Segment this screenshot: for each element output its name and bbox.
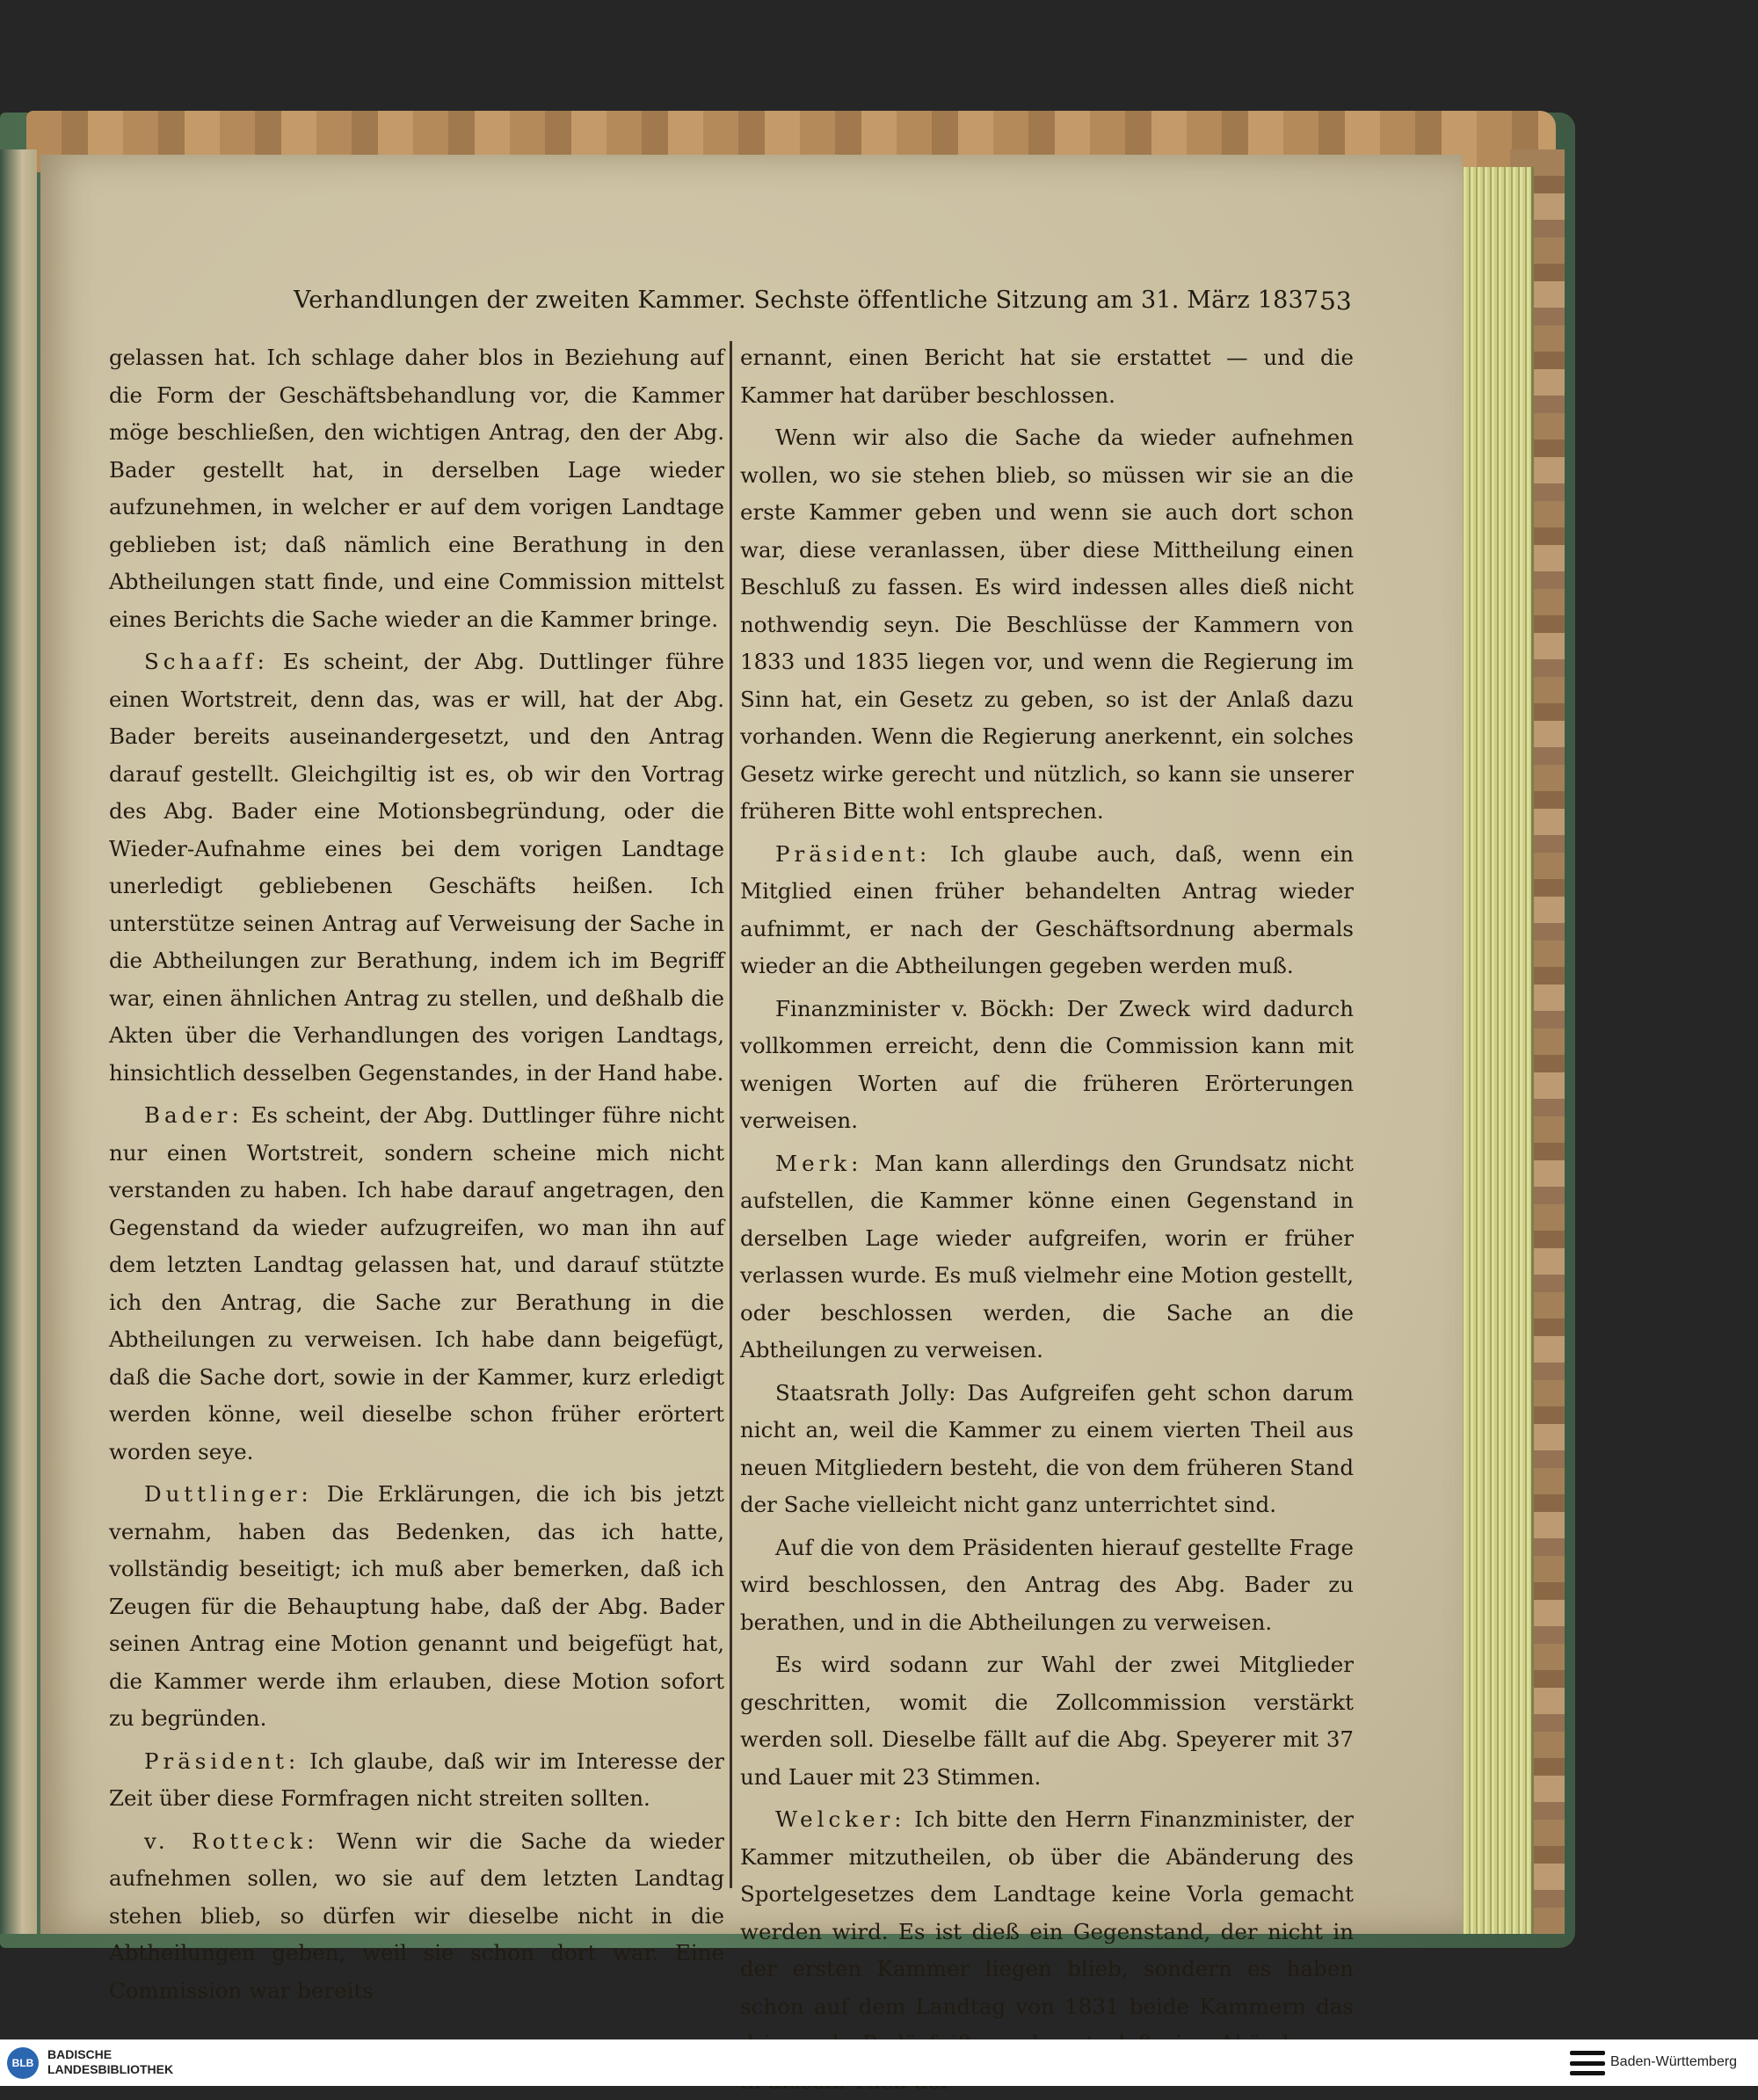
previous-page-sliver — [0, 149, 37, 1934]
institution-name-line: BADISCHE — [47, 2047, 113, 2061]
paragraph — [740, 1530, 1354, 1642]
paragraph — [740, 991, 1354, 1140]
paragraph-text: Wenn wir die Sache da wieder aufnehmen sollen, wo sie auf dem letzten Landtag stehen blieb, so dürfen wir dieselbe nicht in die Abtheilungen geben, weil sie schon dort war. Eine Commission war bereits — [109, 1828, 724, 2003]
right-column — [740, 339, 1354, 2019]
paragraph — [109, 1823, 724, 2010]
institution-name-line: LANDESBIBLIOTHEK — [47, 2062, 174, 2076]
state-name[interactable]: Baden-Württemberg — [1610, 2054, 1738, 2069]
paragraph — [740, 1375, 1354, 1524]
speaker-name: Präsident: — [775, 840, 932, 867]
paragraph-text: Es wird sodann zur Wahl der zwei Mitglieder geschritten, womit die Zollcommission verstärkt werden soll. Dieselbe fällt auf die Abg. Speyerer mit 37 und Lauer mit 23 Stimmen. — [740, 1652, 1354, 1790]
page-number: 53 — [1320, 287, 1352, 316]
paragraph — [109, 339, 724, 638]
paragraph-text: Auf die von dem Präsidenten hierauf gestellte Frage wird beschlossen, den Antrag des Abg. Bader zu berathen, und in die Abtheilungen zu verweisen. — [740, 1534, 1354, 1635]
paragraph — [109, 1097, 724, 1471]
paragraph — [740, 836, 1354, 985]
paragraph-text: Wenn wir also die Sache da wieder aufnehmen wollen, wo sie stehen blieb, so müssen wir sie an die erste Kammer geben und wenn sie auch dort schon war, diese veranlassen, über diese Mittheilung einen Beschluß zu fassen. Es wird indessen alles dieß nicht nothwendig seyn. Die Beschlüsse der Kammern von 1833 und 1835 liegen vor, und wenn die Regierung im Sinn hat, ein Gesetz zu geben, so ist der Anlaß dazu vorhanden. Wenn die Regierung anerkennt, ein solches Gesetz wirke gerecht und nützlich, so kann sie unserer früheren Bitte wohl entsprechen. — [740, 425, 1354, 824]
speaker-name: Merk: — [775, 1150, 863, 1176]
speaker-name: Bader: — [144, 1102, 243, 1128]
paragraph-text: Das Aufgreifen geht schon darum nicht an, weil die Kammer zu einem vierten Theil aus neuen Mitgliedern besteht, die von dem früheren Stand der Sache vielleicht nicht ganz unterrichtet sind. — [740, 1379, 1354, 1517]
state-emblem-icon — [1570, 2051, 1605, 2075]
speaker-name: Staatsrath Jolly: — [775, 1379, 956, 1406]
speaker-name: Welcker: — [775, 1806, 906, 1832]
speaker-name: Präsident: — [144, 1748, 301, 1774]
paragraph — [109, 1476, 724, 1738]
paragraph — [740, 419, 1354, 831]
footer-bar — [0, 2039, 1758, 2086]
paragraph — [109, 1743, 724, 1818]
paragraph-text: Es scheint, der Abg. Duttlinger führe einen Wortstreit, denn das, was er will, hat der Abg. Bader bereits auseinandergesetzt, und den Antrag darauf gestellt. Gleichgiltig ist es, ob wir den Vortrag des Abg. Bader eine Motionsbegründung, oder die Wieder-Aufnahme eines bei dem vorigen Landtage unerledigt gebliebenen Geschäfts heißen. Ich unterstütze seinen Antrag auf Verweisung der Sache in die Abtheilungen zur Berathung, indem ich im Begriff war, einen ähnlichen Antrag zu stellen, und deßhalb die Akten über die Verhandlungen des vorigen Landtags, hinsichtlich desselben Gegenstandes, in der Hand habe. — [109, 649, 724, 1086]
paragraph-text: Ich bitte den Herrn Finanzminister, der Kammer mitzutheilen, ob über die Abänderung des Sportelgesetzes dem Landtage keine Vorla gemacht werden wird. Es ist dieß ein Gegenstand, der nicht in der ersten Kammer liegen blieb, sondern es haben schon auf dem Landtag von 1831 beide Kammern das — [740, 1806, 1354, 2019]
paragraph-text: Ich glaube auch, daß, wenn ein Mitglied einen früher behandelten Antrag wieder aufnimmt, er nach der Geschäftsordnung abermals wieder an die Abtheilungen gegeben werden muß. — [740, 840, 1354, 978]
paragraph — [109, 643, 724, 1092]
speaker-name: v. Rotteck: — [144, 1828, 319, 1854]
speaker-name: Schaaff: — [144, 649, 269, 674]
paragraph-text: Die Erklärungen, die ich bis jetzt vernahm, haben das Bedenken, das ich hatte, vollständig beseitigt; ich muß aber bemerken, daß ich Zeugen für die Behauptung habe, daß der Abg. Bader seinen Antrag eine Motion genannt und beigefügt hat, die Kammer werde ihm erlauben, diese Motion sofort zu begründen. — [109, 1481, 724, 1731]
paragraph — [740, 339, 1354, 414]
paragraph-text: Der Zweck wird dadurch vollkommen erreicht, denn die Commission kann mit wenigen Worten auf die früheren Erörterungen verweisen. — [740, 995, 1354, 1133]
paragraph — [740, 1145, 1354, 1370]
blb-logo[interactable]: BLB — [7, 2047, 39, 2079]
column-divider — [730, 341, 732, 1888]
institution-name — [47, 2047, 173, 2077]
paragraph-text: Es scheint, der Abg. Duttlinger führe nicht nur einen Wortstreit, sondern scheine mich nicht verstanden zu haben. Ich habe darauf angetragen, den Gegenstand da wieder aufzugreifen, wo man ihn auf dem letzten Landtag gelassen hat, und darauf stützte ich den Antrag, die Sache zur Berathung in die Abtheilungen zu verweisen. Ich habe dann beigefügt, daß die Sache dort, sowie in der Kammer, kurz erledigt werden könne, weil dieselbe schon früher erörtert worden seye. — [109, 1102, 724, 1464]
speaker-name: Finanzminister v. Böckh: — [775, 995, 1056, 1021]
page-stack-edge — [1459, 167, 1534, 1934]
speaker-name: Duttlinger: — [144, 1481, 313, 1507]
paragraph-text: gelassen hat. Ich schlage daher blos in Beziehung auf die Form der Geschäftsbehandlung vor, die Kammer möge beschließen, den wichtigen Antrag, den der Abg. Bader gestellt hat, in derselben Lage wieder aufzunehmen, in welcher er auf dem vorigen Landtage geblieben ist; daß nämlich eine Berathung in den Abtheilungen statt finde, und eine Commission mittelst eines Berichts die Sache wieder an die Kammer bringe. — [109, 345, 724, 632]
left-column — [109, 339, 724, 2003]
paragraph — [740, 1646, 1354, 1796]
running-title: Verhandlungen der zweiten Kammer. Sechste öffentliche Sitzung am 31. März 1837. — [294, 287, 1327, 314]
paragraph-text: Man kann allerdings den Grundsatz nicht aufstellen, die Kammer könne einen Gegenstand in derselben Lage wieder aufgreifen, worin er früher verlassen wurde. Es muß vielmehr eine Motion gestellt, oder beschlossen werden, die Sache an die Abtheilungen zu verweisen. — [740, 1150, 1354, 1362]
paragraph-text: Ich glaube, daß wir im Interesse der Zeit über diese Formfragen nicht streiten sollten. — [109, 1748, 724, 1811]
paragraph-text: ernannt, einen Bericht hat sie erstattet — und die Kammer hat darüber beschlossen. — [740, 345, 1354, 408]
